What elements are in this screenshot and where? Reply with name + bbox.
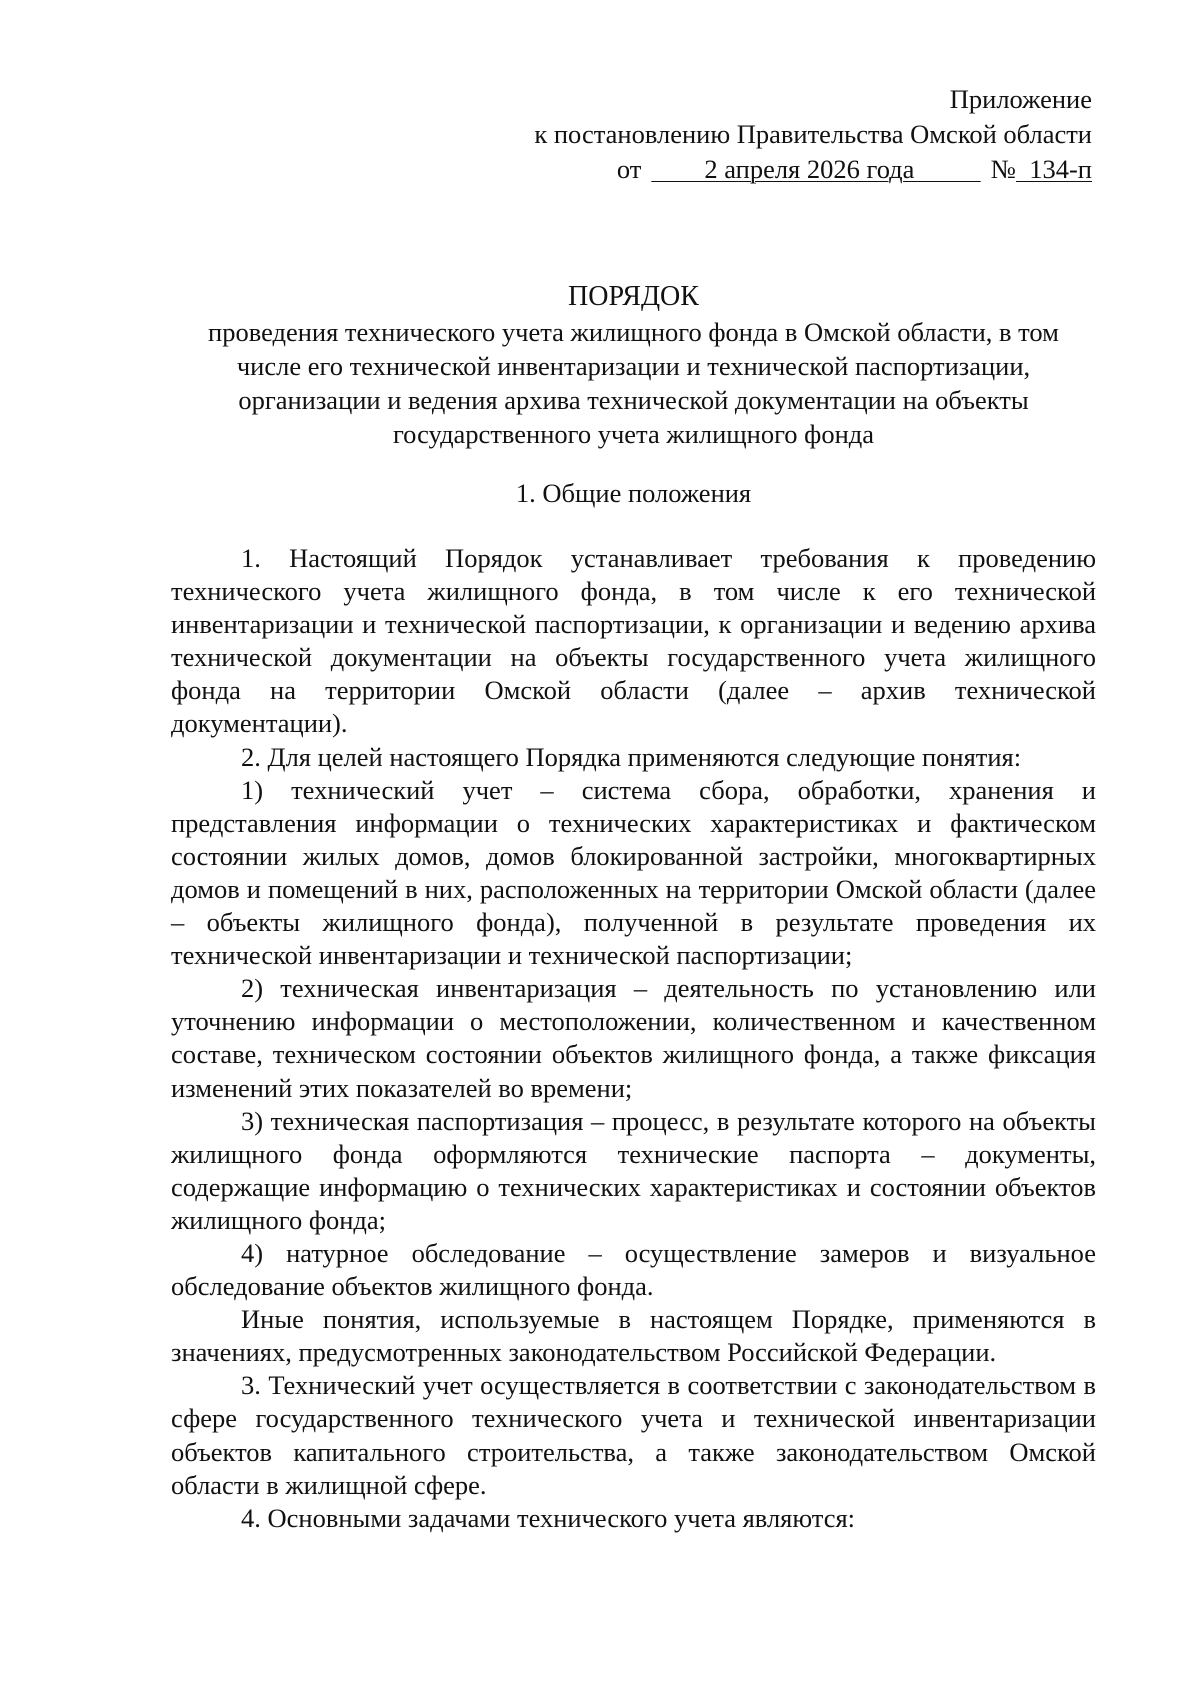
appendix-label: Приложение	[949, 84, 1092, 114]
paragraph: 1. Настоящий Порядок устанавливает требования к проведению технического учета жилищного фонда, в том числе к его технической инвентаризации и технической паспортизации, к организации и ведению архива технической документации на объекты государственного учета жилищного фонда на территории Омской области (далее – архив технической документации).	[171, 543, 1096, 739]
subtitle-line: государственного учета жилищного фонда	[392, 419, 875, 449]
appendix-decree-ref: к постановлению Правительства Омской области	[534, 119, 1092, 149]
subtitle-line: проведения технического учета жилищного фонда в Омской области, в том	[208, 317, 1059, 347]
paragraph: 4) натурное обследование – осуществление замеров и визуальное обследование объектов жилищного фонда.	[171, 1237, 1096, 1302]
subtitle-line: организации и ведения архива технической документации на объекты	[238, 385, 1029, 415]
paragraph: 3) техническая паспортизация – процесс, в результате которого на объекты жилищного фонда оформляются технические паспорта – документы, содержащие информацию о технических характеристиках и состоянии объектов жилищного фонда;	[171, 1105, 1096, 1235]
appendix-date-line	[534, 152, 1092, 187]
document-body	[171, 542, 1096, 1535]
appendix-header	[534, 82, 1092, 187]
decree-number: 134-п	[1015, 154, 1092, 184]
decree-date: 2 апреля 2026 года	[651, 154, 981, 184]
paragraph: 1) технический учет – система сбора, обработки, хранения и представления информации о технических характеристиках и фактическом состоянии жилых домов, домов блокированной застройки, многоквартирных домов и помещений в них, расположенных на территории Омской области (далее – объекты жилищного фонда), полученной в результате проведения их технической инвентаризации и технической паспортизации;	[171, 774, 1096, 971]
number-label: №	[990, 154, 1016, 184]
document-title-block	[175, 280, 1092, 451]
document-title: ПОРЯДОК	[568, 281, 699, 312]
document-subtitle	[175, 315, 1092, 451]
paragraph: 4. Основными задачами технического учета являются:	[241, 1502, 856, 1533]
paragraph: 2. Для целей настоящего Порядка применяются следующие понятия:	[241, 741, 1022, 772]
subtitle-line: числе его технической инвентаризации и технической паспортизации,	[236, 351, 1031, 381]
paragraph: 2) техническая инвентаризация – деятельность по установлению или уточнению информации о местоположении, количественном и качественном составе, техническом состоянии объектов жилищного фонда, а также фиксация изменений этих показателей во времени;	[171, 973, 1096, 1103]
section-heading: 1. Общие положения	[515, 478, 752, 508]
date-prefix: от	[616, 154, 642, 184]
paragraph: 3. Технический учет осуществляется в соответствии с законодательством в сфере государственного технического учета и технической инвентаризации объектов капитального строительства, а также законодательством Омской области в жилищной сфере.	[171, 1370, 1096, 1500]
paragraph: Иные понятия, используемые в настоящем Порядке, применяются в значениях, предусмотренных законодательством Российской Федерации.	[171, 1304, 1096, 1368]
